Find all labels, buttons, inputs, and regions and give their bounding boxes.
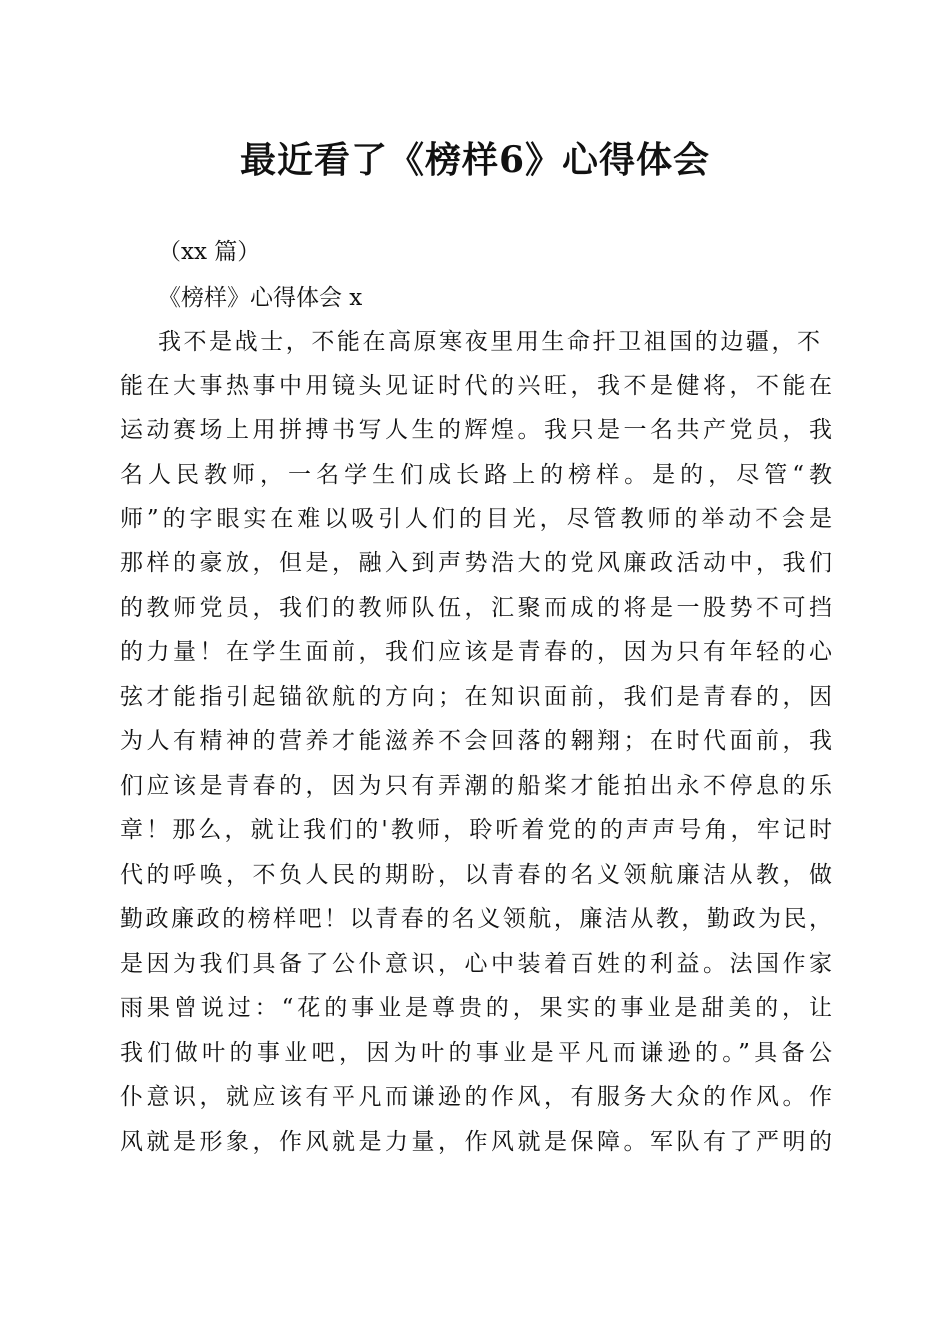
body-line: 我不是战士，不能在高原寒夜里用生命扞卫祖国的边疆，不 (158, 329, 820, 355)
body-line: 名人民教师，一名学生们成长路上的榜样。是的，尽管“教 (120, 462, 832, 488)
section-heading: 《榜样》心得体会 x (158, 285, 363, 311)
body-line: 为人有精神的营养才能滋养不会回落的翱翔；在时代面前，我 (120, 728, 832, 754)
body-line: 仆意识，就应该有平凡而谦逊的作风，有服务大众的作风。作 (120, 1084, 832, 1110)
body-line: 是因为我们具备了公仆意识，心中装着百姓的利益。法国作家 (120, 951, 832, 977)
body-line: 章！那么，就让我们的'教师，聆听着党的的声声号角，牢记时 (120, 817, 832, 843)
document-title: 最近看了《榜样6》心得体会 (239, 139, 711, 181)
body-line: 那样的豪放，但是，融入到声势浩大的党风廉政活动中，我们 (120, 550, 832, 576)
body-line: 代的呼唤，不负人民的期盼，以青春的名义领航廉洁从教，做 (120, 862, 832, 888)
body-line: 的力量！在学生面前，我们应该是青春的，因为只有年轻的心 (120, 639, 832, 665)
body-line: 运动赛场上用拼搏书写人生的辉煌。我只是一名共产党员，我 (120, 417, 832, 443)
document-subtitle: （xx 篇） (158, 239, 261, 265)
body-line: 雨果曾说过：“花的事业是尊贵的，果实的事业是甜美的，让 (120, 995, 832, 1021)
body-line: 我们做叶的事业吧，因为叶的事业是平凡而谦逊的。”具备公 (120, 1040, 832, 1066)
body-line: 勤政廉政的榜样吧！以青春的名义领航，廉洁从教，勤政为民， (120, 906, 832, 932)
body-line: 们应该是青春的，因为只有弄潮的船桨才能拍出永不停息的乐 (120, 773, 832, 799)
body-line: 风就是形象，作风就是力量，作风就是保障。军队有了严明的 (120, 1129, 832, 1155)
body-line: 弦才能指引起锚欲航的方向；在知识面前，我们是青春的，因 (120, 684, 832, 710)
body-line: 能在大事热事中用镜头见证时代的兴旺，我不是健将，不能在 (120, 373, 832, 399)
body-line: 的教师党员，我们的教师队伍，汇聚而成的将是一股势不可挡 (120, 595, 832, 621)
body-line: 师”的字眼实在难以吸引人们的目光，尽管教师的举动不会是 (120, 506, 832, 532)
